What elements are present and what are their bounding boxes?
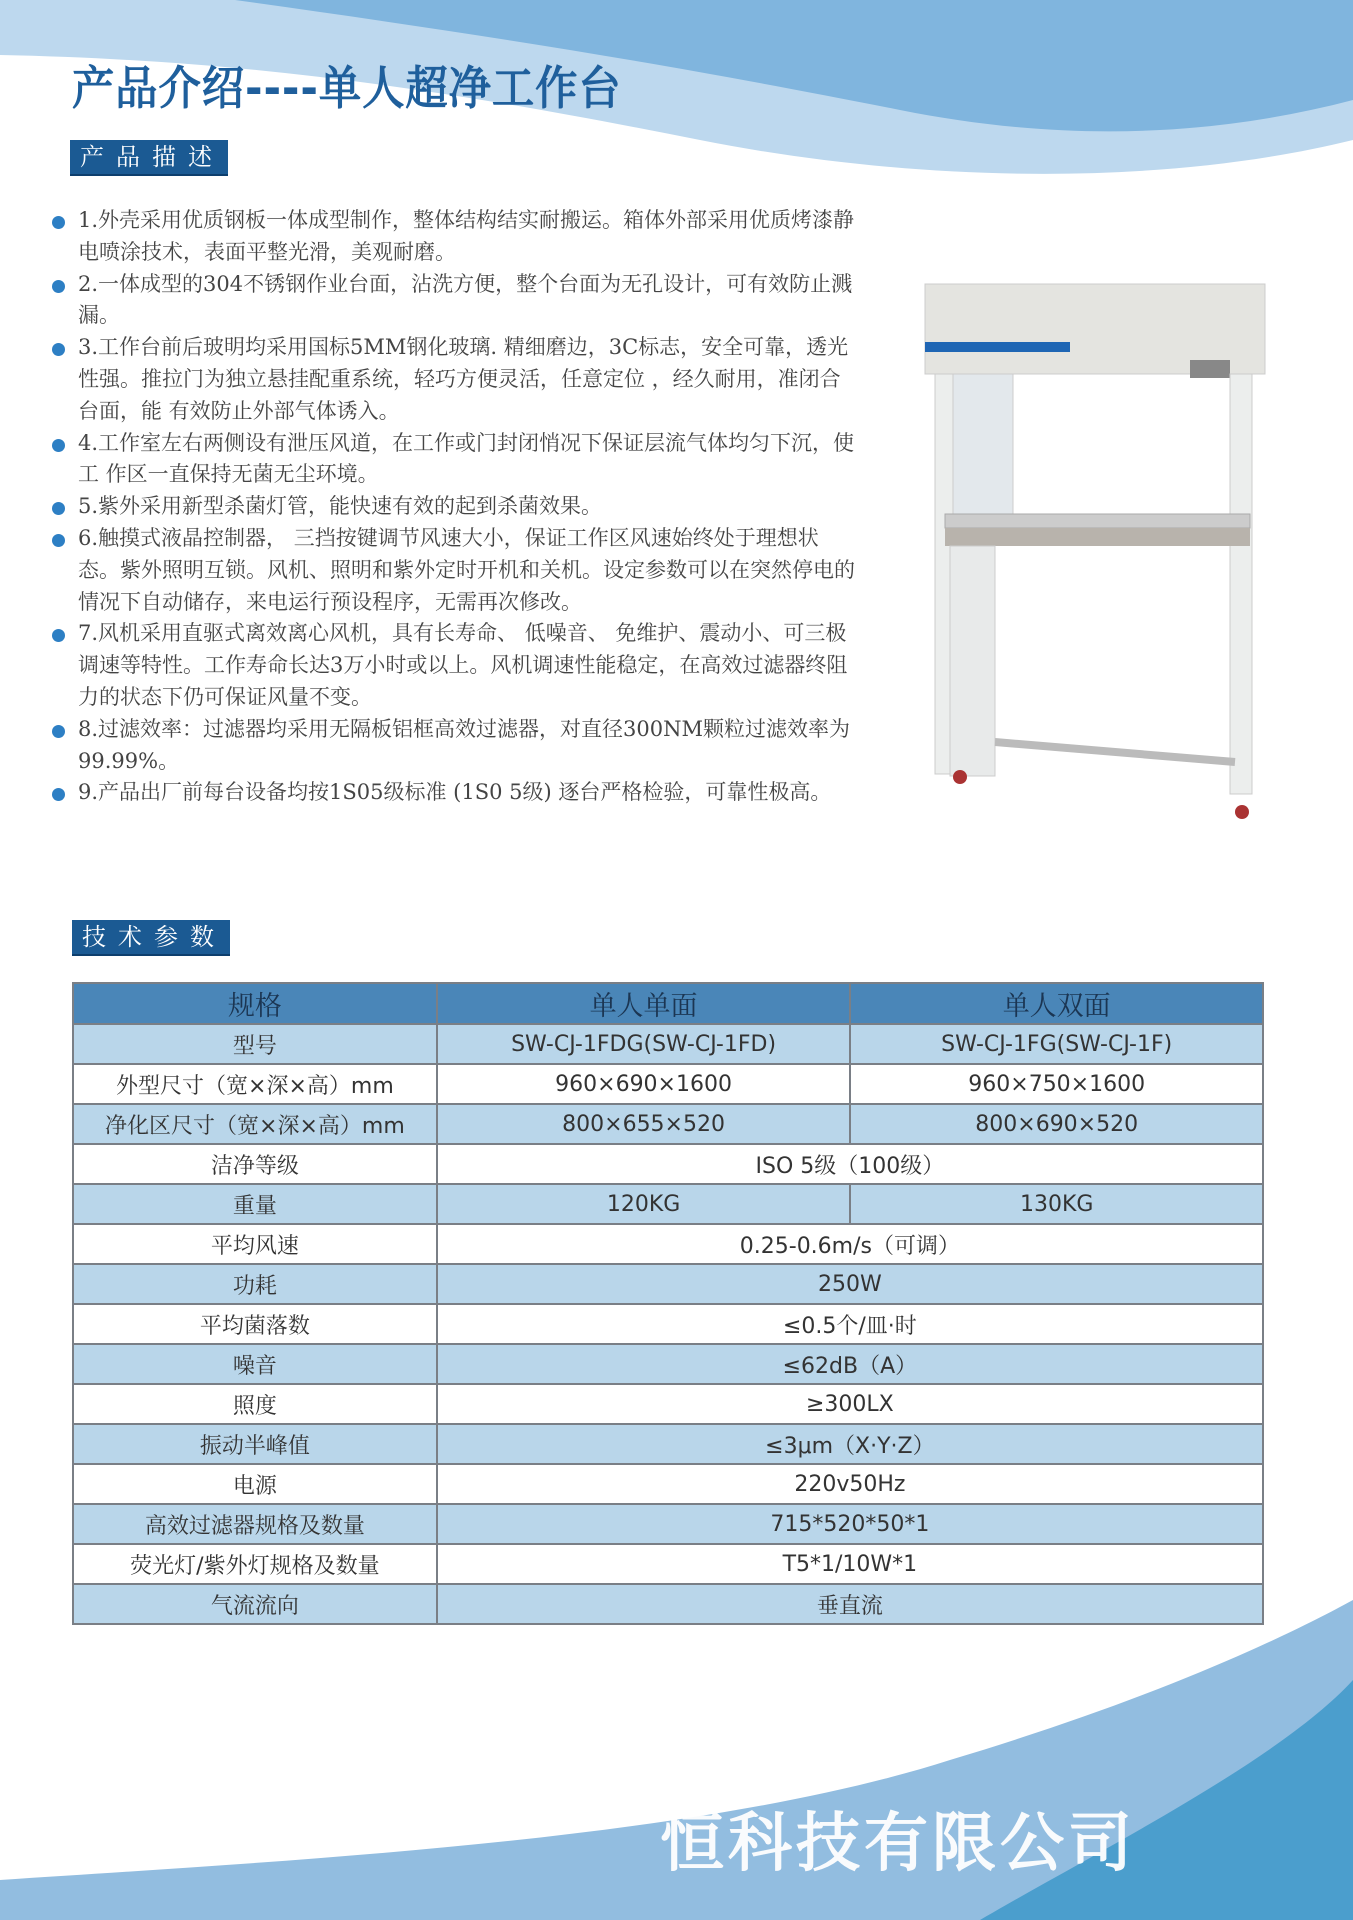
description-text: 1.外壳采用优质钢板一体成型制作，整体结构结实耐搬运。箱体外部采用优质烤漆静电喷涂技术，表面平整光滑，美观耐磨。: [78, 208, 855, 264]
spec-value-cell: 120KG: [437, 1184, 851, 1224]
clean-bench-product-image: [900, 272, 1280, 832]
table-header-cell: 单人双面: [850, 983, 1263, 1024]
table-header-cell: 规格: [73, 983, 437, 1024]
description-item: [52, 523, 857, 618]
spec-value-cell: ISO 5级（100级）: [437, 1144, 1263, 1184]
table-row: [73, 1464, 1263, 1504]
spec-name-cell: 振动半峰值: [73, 1424, 437, 1464]
description-item: [52, 714, 857, 778]
description-text: 9.产品出厂前每台设备均按1S05级标准 (1S0 5级) 逐台严格检验，可靠性极高。: [78, 780, 832, 805]
bullet-icon: [52, 439, 65, 452]
spec-value-cell: ≤3μm（X·Y·Z）: [437, 1424, 1263, 1464]
bullet-icon: [52, 216, 65, 229]
spec-value-cell: SW-CJ-1FDG(SW-CJ-1FD): [437, 1024, 851, 1064]
table-row: [73, 1504, 1263, 1544]
description-text: 3.工作台前后玻明均采用国标5MM钢化玻璃. 精细磨边，3C标志，安全可靠，透光性强。推拉门为独立悬挂配重系统，轻巧方便灵活，任意定位 ，经久耐用，准闭合台面，能 有效防止外部气体诱入。: [78, 335, 849, 423]
table-header-cell: 单人单面: [437, 983, 851, 1024]
table-row: [73, 1264, 1263, 1304]
bullet-icon: [52, 280, 65, 293]
spec-name-cell: 型号: [73, 1024, 437, 1064]
product-description-list: [52, 205, 857, 809]
page-title: 产品介绍----单人超净工作台: [72, 61, 622, 115]
spec-value-cell: 960×750×1600: [850, 1064, 1263, 1104]
table-row: [73, 1224, 1263, 1264]
table-row: [73, 1304, 1263, 1344]
spec-value-cell: 130KG: [850, 1184, 1263, 1224]
table-row: [73, 1144, 1263, 1184]
description-item: [52, 332, 857, 427]
description-item: [52, 777, 857, 809]
spec-value-cell: 715*520*50*1: [437, 1504, 1263, 1544]
description-text: 4.工作室左右两侧设有泄压风道，在工作或门封闭悄况下保证层流气体均匀下沉，使工 作区一直保持无菌无尘环境。: [78, 430, 855, 487]
bullet-icon: [52, 788, 65, 801]
table-row: [73, 1104, 1263, 1144]
bullet-icon: [52, 534, 65, 547]
table-row: [73, 1184, 1263, 1224]
spec-value-cell: 0.25-0.6m/s（可调）: [437, 1224, 1263, 1264]
spec-value-cell: 800×690×520: [850, 1104, 1263, 1144]
spec-value-cell: 960×690×1600: [437, 1064, 851, 1104]
table-row: [73, 1424, 1263, 1464]
spec-name-cell: 荧光灯/紫外灯规格及数量: [73, 1544, 437, 1584]
table-row: [73, 1544, 1263, 1584]
table-row: [73, 1584, 1263, 1624]
spec-table: [72, 982, 1264, 1625]
spec-value-cell: T5*1/10W*1: [437, 1544, 1263, 1584]
description-text: 2.一体成型的304不锈钢作业台面，沾洗方便，整个台面为无孔设计，可有效防止溅漏。: [78, 271, 853, 328]
spec-name-cell: 噪音: [73, 1344, 437, 1384]
spec-name-cell: 重量: [73, 1184, 437, 1224]
company-name-footer: 恒科技有限公司: [660, 1807, 1136, 1881]
description-text: 8.过滤效率：过滤器均采用无隔板铝框高效过滤器，对直径300NM颗粒过滤效率为99.99%。: [78, 716, 850, 773]
spec-name-cell: 高效过滤器规格及数量: [73, 1504, 437, 1544]
bullet-icon: [52, 629, 65, 642]
description-text: 6.触摸式液晶控制器， 三挡按键调节风速大小，保证工作区风速始终处于理想状态。紫外照明互锁。风机、照明和紫外定时开机和关机。设定参数可以在突然停电的情况下自动储存，来电运行预设程序，无需再次修改。: [78, 525, 855, 614]
spec-value-cell: ≤62dB（A）: [437, 1344, 1263, 1384]
description-item: [52, 618, 857, 713]
description-text: 7.风机采用直驱式离效离心风机，具有长寿命、 低噪音、 免维护、震动小、可三极调速等特性。工作寿命长达3万小时或以上。风机调速性能稳定，在高效过滤器终阻力的状态下仍可保证风量不变。: [78, 621, 848, 709]
spec-name-cell: 气流流向: [73, 1584, 437, 1624]
spec-value-cell: 220v50Hz: [437, 1464, 1263, 1504]
bullet-icon: [52, 343, 65, 356]
description-text: 5.紫外采用新型杀菌灯管，能快速有效的起到杀菌效果。: [78, 494, 603, 519]
spec-value-cell: 800×655×520: [437, 1104, 851, 1144]
table-header-row: [73, 983, 1263, 1024]
bullet-icon: [52, 502, 65, 515]
section-label-description: 产品描述: [70, 140, 228, 176]
table-row: [73, 1384, 1263, 1424]
spec-value-cell: SW-CJ-1FG(SW-CJ-1F): [850, 1024, 1263, 1064]
spec-value-cell: ≤0.5个/皿·时: [437, 1304, 1263, 1344]
description-item: [52, 269, 857, 333]
table-row: [73, 1344, 1263, 1384]
section-label-specs: 技术参数: [72, 920, 230, 956]
table-row: [73, 1064, 1263, 1104]
spec-name-cell: 洁净等级: [73, 1144, 437, 1184]
description-item: [52, 205, 857, 269]
spec-name-cell: 功耗: [73, 1264, 437, 1304]
spec-name-cell: 净化区尺寸（宽×深×高）mm: [73, 1104, 437, 1144]
spec-value-cell: 250W: [437, 1264, 1263, 1304]
spec-name-cell: 平均风速: [73, 1224, 437, 1264]
spec-name-cell: 外型尺寸（宽×深×高）mm: [73, 1064, 437, 1104]
bullet-icon: [52, 725, 65, 738]
spec-value-cell: ≥300LX: [437, 1384, 1263, 1424]
spec-value-cell: 垂直流: [437, 1584, 1263, 1624]
description-item: [52, 428, 857, 492]
spec-name-cell: 照度: [73, 1384, 437, 1424]
spec-name-cell: 平均菌落数: [73, 1304, 437, 1344]
table-row: [73, 1024, 1263, 1064]
spec-name-cell: 电源: [73, 1464, 437, 1504]
description-item: [52, 491, 857, 523]
